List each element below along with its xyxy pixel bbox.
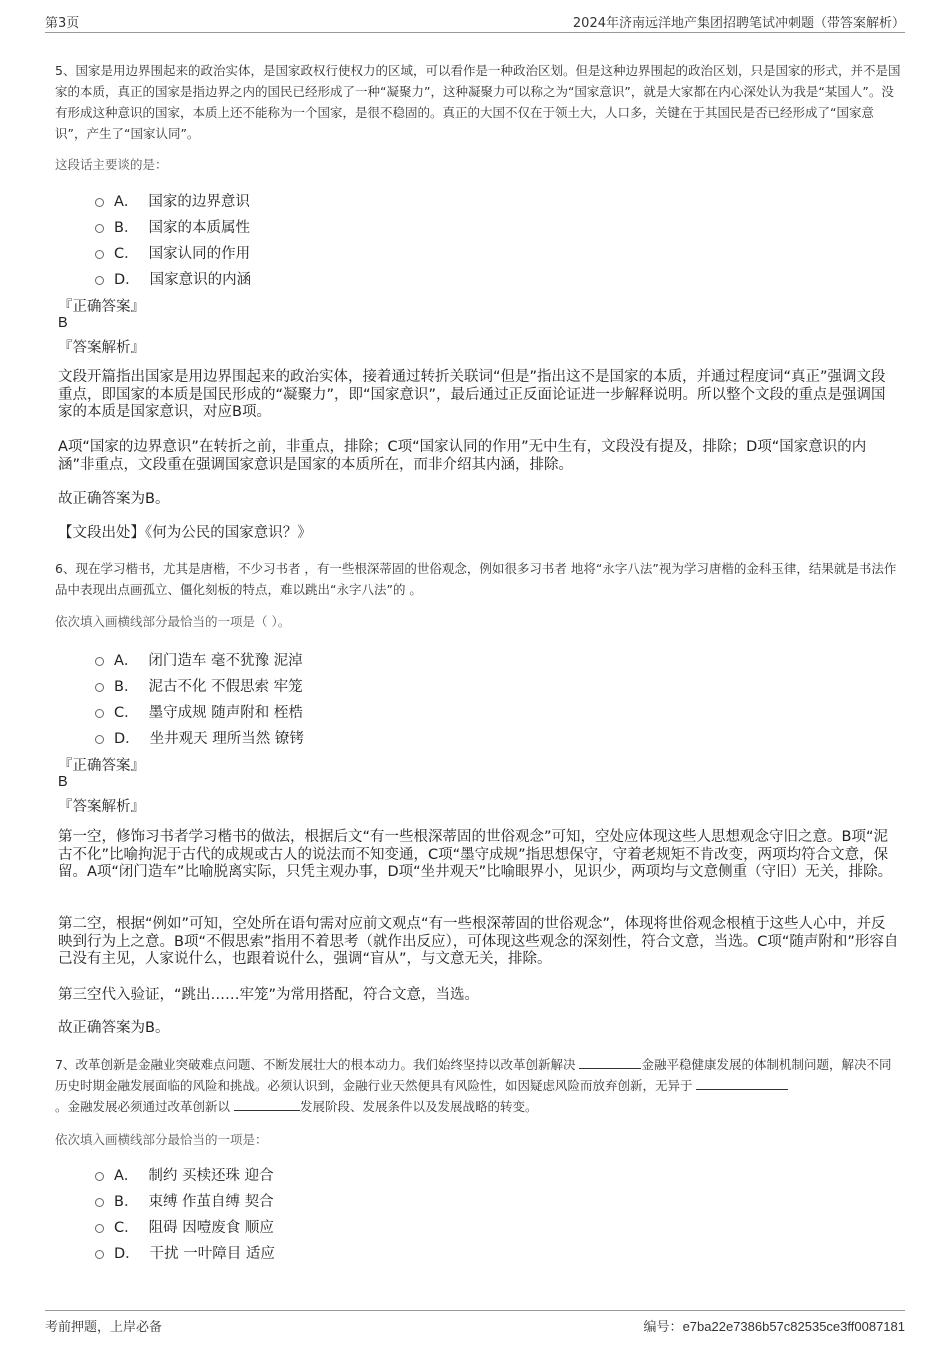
question-6-text-block [55, 558, 902, 600]
option-text: 国家的边界意识 [148, 193, 250, 210]
radio-icon[interactable] [95, 198, 104, 207]
option-text: 坐井观天 理所当然 镣铐 [149, 730, 304, 747]
option-letter: A． [114, 193, 139, 210]
question-5-option-c[interactable] [95, 239, 495, 265]
blank-line [234, 1098, 300, 1111]
option-text: 闭门造车 毫不犹豫 泥淖 [148, 652, 303, 669]
question-5-prompt: 这段话主要谈的是： [55, 157, 168, 172]
document-title: 2024年济南远洋地产集团招聘笔试冲刺题（带答案解析） [572, 16, 905, 31]
option-letter: A． [114, 652, 139, 669]
radio-icon[interactable] [95, 250, 104, 259]
question-6-answer-label: 『正确答案』 [58, 758, 145, 774]
question-7-text [55, 1054, 902, 1117]
question-5-text: 5、国家是用边界围起来的政治实体，是国家政权行使权力的区域，可以看作是一种政治区划。但是这种边界围起的政治区划，只是国家的形式，并不是国家的本质，真正的国家是指边界之内的国民已经形成了一种“凝聚力”，这种凝聚力可以称之为“国家意识”，就是大家都在内心深处认为我是“某国人”。没有形成这种意识的国家，本质上还不能称为一个国家，是很不稳固的。真正的大国不仅在于领土大，人口多，关键在于其国民是否已经形成了“国家意识”，产生了“国家认同”。 [55, 63, 901, 141]
question-5-text-block [55, 60, 902, 144]
option-text: 阻碍 因噎废食 顺应 [148, 1219, 274, 1236]
question-5-answer-label: 『正确答案』 [58, 299, 145, 315]
question-7-option-a[interactable] [95, 1161, 495, 1187]
radio-icon[interactable] [95, 224, 104, 233]
question-5-analysis-paragraph: A项“国家的边界意识”在转折之前，非重点，排除；C项“国家认同的作用”无中生有，文段没有提及，排除；D项“国家意识的内涵”非重点，文段重在强调国家意识是国家的本质所在，而非介绍其内涵，排除。 [58, 439, 867, 473]
question-7-options [95, 1161, 495, 1265]
question-6-option-a[interactable] [95, 646, 495, 672]
option-text: 干扰 一叶障目 适应 [149, 1245, 275, 1262]
question-7-text-part: 发展阶段、发展条件以及发展战略的转变。 [299, 1099, 538, 1114]
radio-icon[interactable] [95, 735, 104, 744]
blank-line [696, 1077, 788, 1090]
question-7-prompt-block [55, 1130, 902, 1148]
radio-icon[interactable] [95, 1198, 104, 1207]
page-number: 第3页 [45, 16, 80, 31]
question-5-option-a[interactable] [95, 187, 495, 213]
option-text: 泥古不化 不假思索 牢笼 [148, 678, 303, 695]
option-letter: D． [114, 1245, 140, 1262]
document-code [644, 1316, 905, 1335]
option-text: 墨守成规 随声附和 桎梏 [148, 704, 303, 721]
question-6-text: 6、现在学习楷书，尤其是唐楷，不少习书者 ，有一些根深蒂固的世俗观念，例如很多习书者 地将“永字八法”视为学习唐楷的金科玉律，结果就是书法作品中表现出点画孤立、僵化刻板的特点，难以跳出“永字八法”的 。 [55, 561, 897, 597]
option-text: 制约 买椟还珠 迎合 [148, 1167, 274, 1184]
question-7-prompt: 依次填入画横线部分最恰当的一项是： [55, 1132, 268, 1147]
question-5-option-b[interactable] [95, 213, 495, 239]
question-5-analysis-paragraph: 故正确答案为B。 [58, 491, 170, 507]
option-letter: B． [114, 678, 139, 695]
question-7-text-part: 。金融发展必须通过改革创新以 [55, 1099, 234, 1114]
page-footer [45, 1310, 905, 1341]
blank-line [579, 1056, 641, 1069]
radio-icon[interactable] [95, 683, 104, 692]
document-code-label: 编号： [643, 1320, 683, 1335]
question-6-option-b[interactable] [95, 672, 495, 698]
question-5-source: 【文段出处】《何为公民的国家意识？》 [58, 525, 312, 541]
radio-icon[interactable] [95, 1224, 104, 1233]
question-6-option-d[interactable] [95, 724, 495, 750]
question-5-analysis-label: 『答案解析』 [58, 340, 145, 356]
question-5-options [95, 187, 495, 291]
radio-icon[interactable] [95, 1250, 104, 1259]
option-letter: A． [114, 1167, 139, 1184]
question-7-option-b[interactable] [95, 1187, 495, 1213]
footer-slogan: 考前押题，上岸必备 [45, 1320, 163, 1335]
question-5-answer: B [58, 315, 68, 331]
option-letter: D． [114, 271, 140, 288]
radio-icon[interactable] [95, 1172, 104, 1181]
question-5-option-d[interactable] [95, 265, 495, 291]
question-6-answer: B [58, 774, 68, 790]
option-letter: B． [114, 1193, 139, 1210]
question-6-prompt: 依次填入画横线部分最恰当的一项是（ ）。 [55, 614, 291, 629]
page-header [45, 8, 905, 33]
question-6-analysis-paragraph: 故正确答案为B。 [58, 1020, 170, 1036]
document-code-value: e7ba22e7386b57c82535ce3ff0087181 [682, 1319, 905, 1334]
question-7-text-part: 金融平稳健康发展的体制机制问题，解决不同历史时期金融发展面临的风险和挑战。必须认识到，金融行业天然便具有风险性，如因疑虑风险而放弃创新，无异于 [55, 1057, 892, 1093]
radio-icon[interactable] [95, 709, 104, 718]
question-6-analysis-label: 『答案解析』 [58, 799, 145, 815]
option-text: 国家认同的作用 [148, 245, 251, 262]
question-7-text-part: 7、改革创新是金融业突破难点问题、不断发展壮大的根本动力。我们始终坚持以改革创新解决 [55, 1057, 580, 1072]
option-text: 国家意识的内涵 [149, 271, 252, 288]
question-7-option-c[interactable] [95, 1213, 495, 1239]
question-6-analysis-paragraph: 第一空，修饰习书者学习楷书的做法，根据后文“有一些根深蒂固的世俗观念”可知，空处应体现这些人思想观念守旧之意。B项“泥古不化”比喻拘泥于古代的成规或古人的说法而不知变通，C项“墨守成规”指思想保守，守着老规矩不肯改变，两项均符合文意，保留。A项“闭门造车”比喻脱离实际，只凭主观办事，D项“坐井观天”比喻眼界小，见识少，两项均与文意侧重（守旧）无关，排除。 [58, 829, 893, 880]
question-6-options [95, 646, 495, 750]
radio-icon[interactable] [95, 276, 104, 285]
question-6-analysis-paragraph: 第三空代入验证，“跳出……牢笼”为常用搭配，符合文意，当选。 [58, 987, 480, 1003]
option-letter: C． [114, 1219, 139, 1236]
question-5-prompt-block [55, 155, 902, 173]
question-6-prompt-block [55, 612, 902, 630]
option-letter: B． [114, 219, 139, 236]
radio-icon[interactable] [95, 657, 104, 666]
question-5-analysis-paragraph: 文段开篇指出国家是用边界围起来的政治实体，接着通过转折关联词“但是”指出这不是国家的本质，并通过程度词“真正”强调文段重点，即国家的本质是国民形成的“凝聚力”，即“国家意识”，最后通过正反面论证进一步解释说明。所以整个文段的重点是强调国家的本质是国家意识，对应B项。 [58, 369, 886, 420]
option-letter: C． [114, 245, 139, 262]
question-6-option-c[interactable] [95, 698, 495, 724]
option-letter: D． [114, 730, 140, 747]
question-7-text-block [55, 1054, 902, 1117]
option-text: 束缚 作茧自缚 契合 [148, 1193, 274, 1210]
option-text: 国家的本质属性 [148, 219, 250, 236]
question-7-option-d[interactable] [95, 1239, 495, 1265]
question-6-analysis-paragraph: 第二空，根据“例如”可知，空处所在语句需对应前文观点“有一些根深蒂固的世俗观念”，体现将世俗观念根植于这些人心中，并反映到行为上之意。B项“不假思索”指用不着思考（就作出反应），可体现这些观念的深刻性，符合文意，当选。C项“随声附和”形容自己没有主见，人家说什么，也跟着说什么，强调“盲从”，与文意无关，排除。 [58, 916, 899, 967]
option-letter: C． [114, 704, 139, 721]
